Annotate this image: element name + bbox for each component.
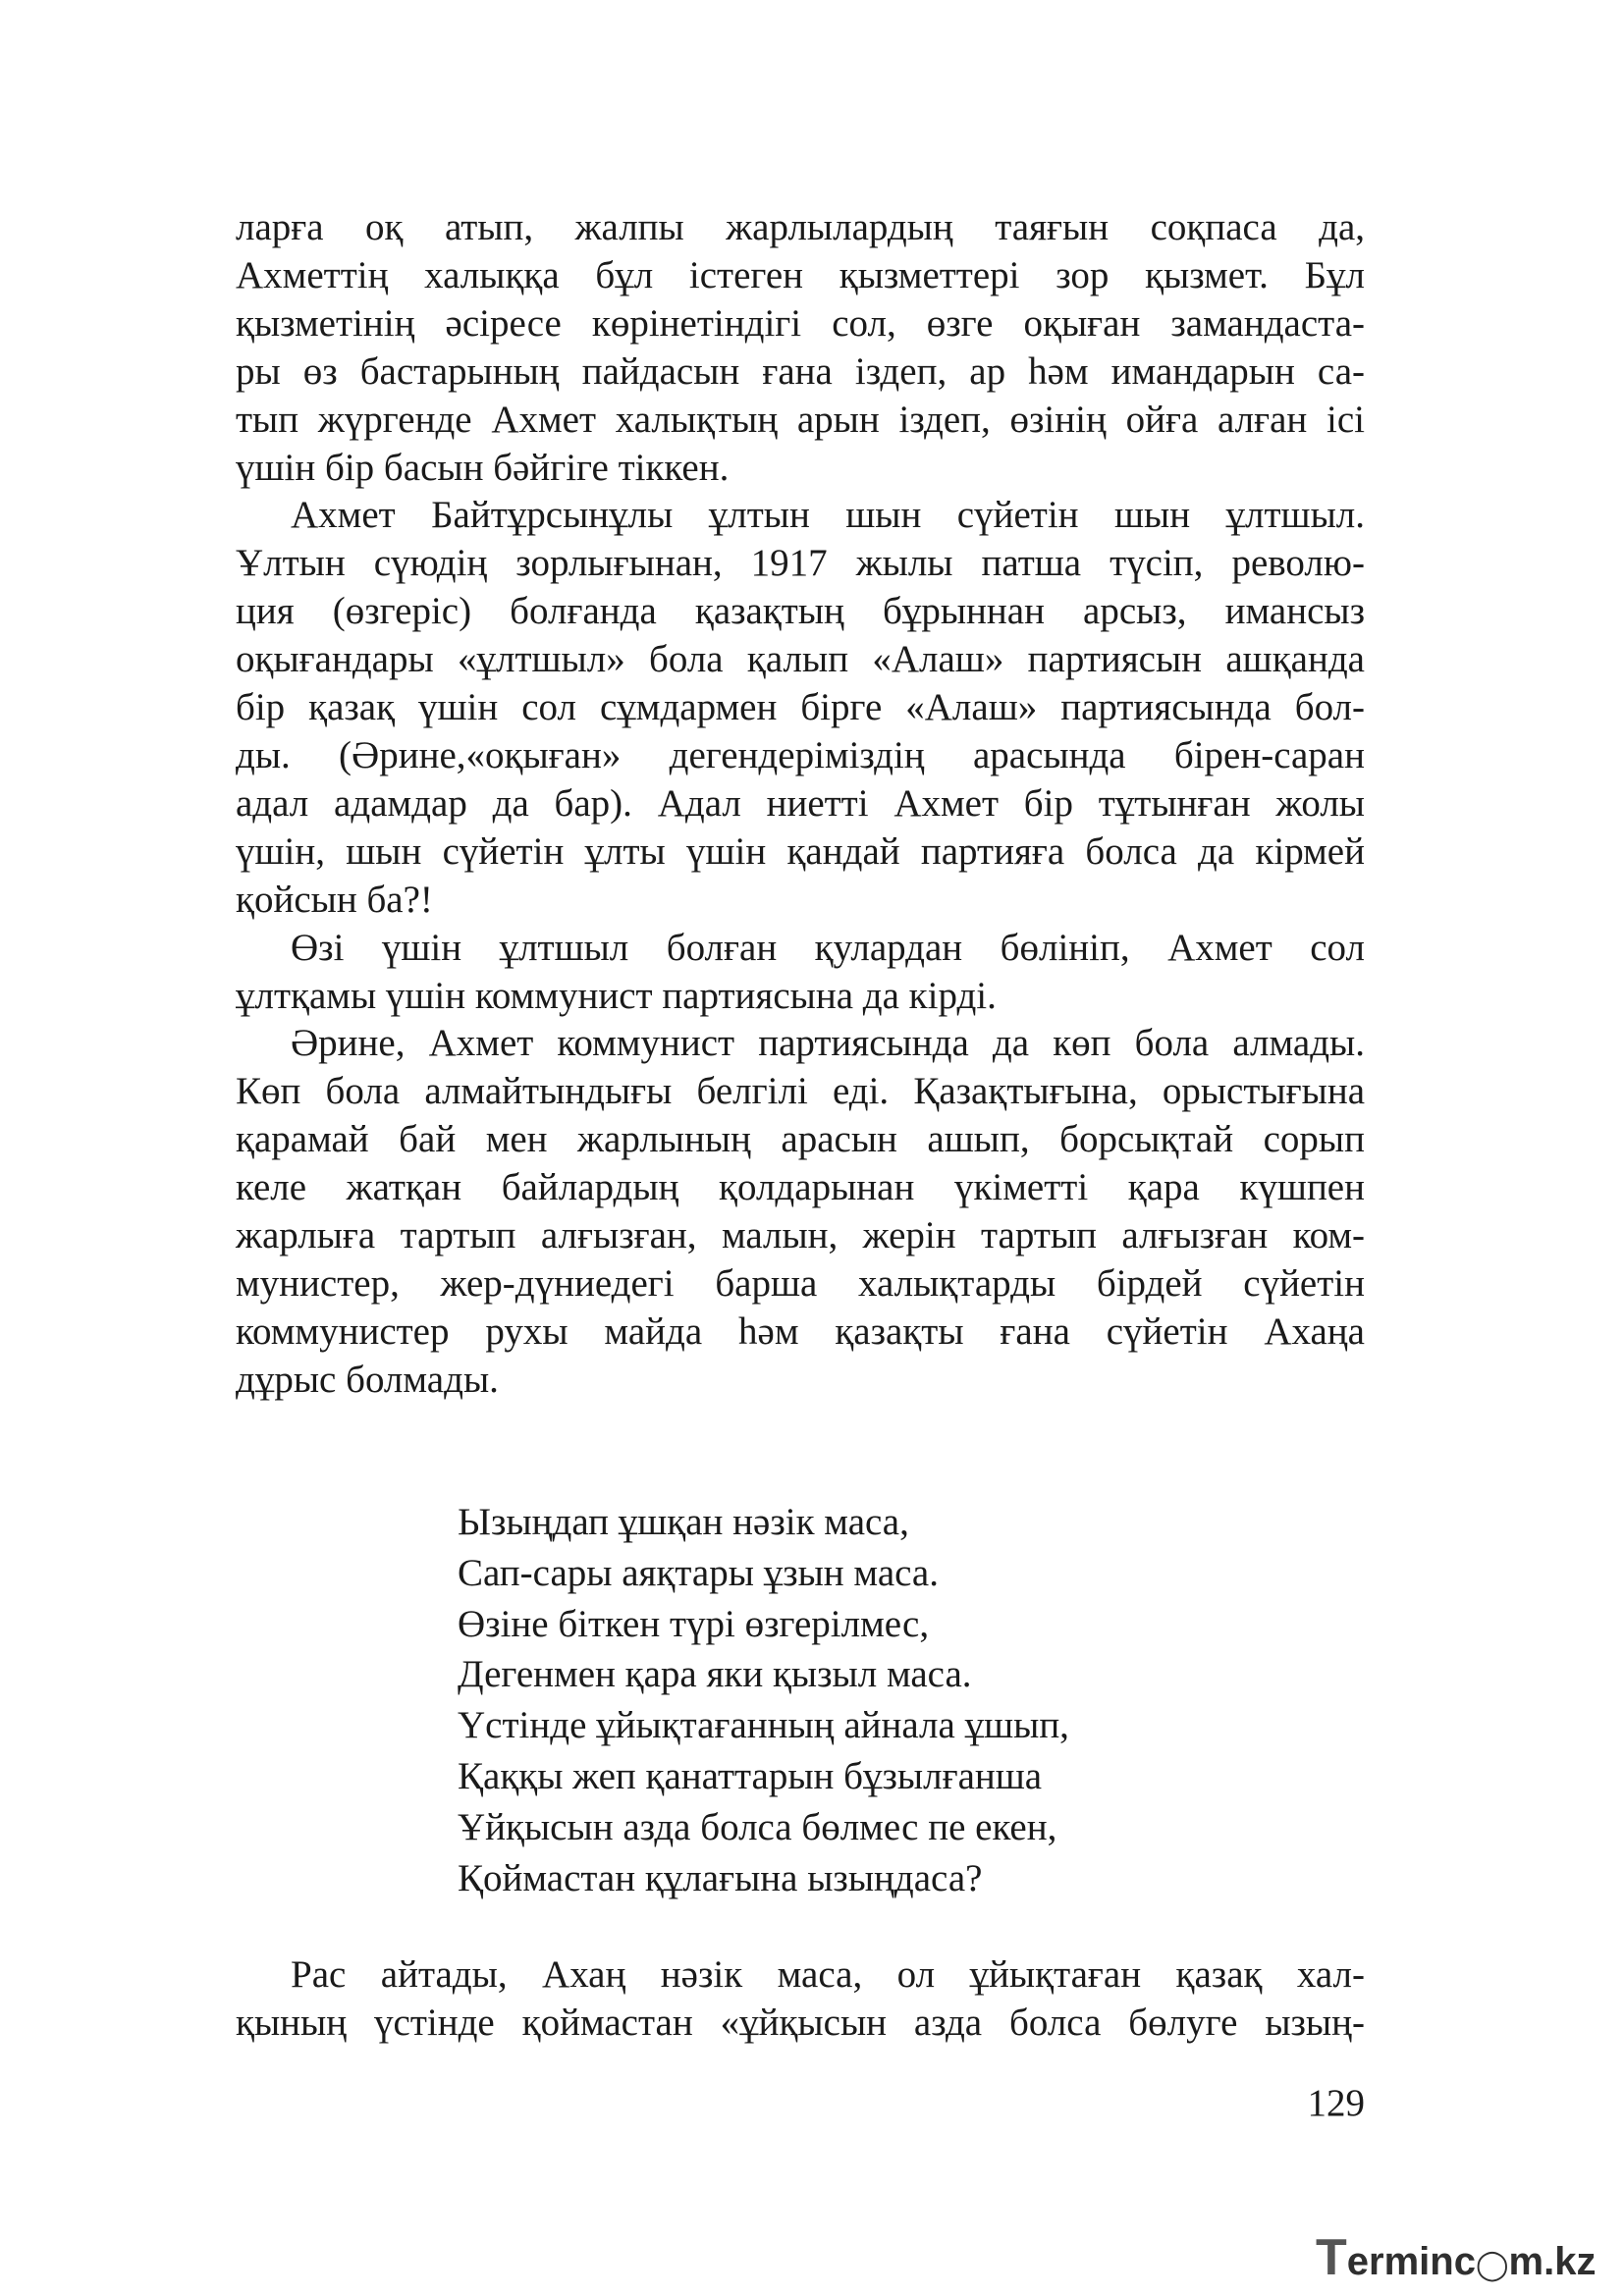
poem-stanza: [458, 1497, 1069, 1903]
text-line: ларға оқ атып, жалпы жарлылардың таяғын соқпаса да,: [236, 206, 1365, 248]
text-line: Өзі үшін ұлтшыл болған қулардан бөлініп, Ахмет сол: [291, 926, 1365, 969]
watermark-text: erminc: [1346, 2240, 1476, 2283]
paragraph-3: [236, 925, 1365, 1021]
watermark-o-icon: ◯: [1475, 2249, 1509, 2281]
text-line: Ахметтің халыққа бұл істеген қызметтері зор қызмет. Бұл: [236, 253, 1365, 296]
poem-line: Өзіне біткен түрі өзгерілмес,: [458, 1602, 930, 1645]
text-line: Ахмет Байтұрсынұлы ұлтын шын сүйетін шын ұлтшыл.: [291, 494, 1365, 537]
paragraph-2: [236, 492, 1365, 924]
text-line: Көп бола алмайтындығы белгілі еді. Қазақтығына, орыстығына: [236, 1070, 1365, 1113]
text-line: қарамай бай мен жарлының арасын ашып, борсықтай сорып: [236, 1118, 1365, 1161]
text-line: Ұлтын сүюдің зорлығынан, 1917 жылы патша түсіп, револю-: [236, 542, 1365, 585]
text-line: тып жүргенде Ахмет халықтың арын іздеп, өзінің ойға алған ісі: [236, 398, 1365, 441]
text-line: Рас айтады, Ахаң нәзік маса, ол ұйықтаған қазақ хал-: [291, 1953, 1365, 1996]
text-line: оқығандары «ұлтшыл» бола қалып «Алаш» партиясын ашқанда: [236, 638, 1365, 681]
poem-line: Дегенмен қара яки қызыл маса.: [458, 1653, 972, 1696]
text-line: Әрине, Ахмет коммунист партиясында да көп бола алмады.: [291, 1022, 1365, 1065]
text-line: ұлтқамы үшін коммунист партиясына да кірді.: [236, 974, 997, 1017]
text-line: мунистер, жер-дүниедегі барша халықтарды бірдей сүйетін: [236, 1261, 1365, 1305]
text-line: адал адамдар да бар). Адал ниетті Ахмет бір тұтынған жолы: [236, 781, 1365, 825]
text-line: қызметінің әсіресе көрінетіндігі сол, өзге оқыған замандаста-: [236, 301, 1365, 345]
paragraph-4: [236, 1020, 1365, 1404]
site-watermark-logo: [1316, 2228, 1596, 2287]
text-line: жарлыға тартып алғызған, малын, жерін тартып алғызған ком-: [236, 1214, 1365, 1257]
text-line: үшін, шын сүйетін ұлты үшін қандай партияға болса да кірмей: [236, 829, 1365, 873]
text-line: қойсын ба?!: [236, 878, 433, 921]
text-line: келе жатқан байлардың қолдарынан үкіметті қара күшпен: [236, 1166, 1365, 1209]
text-line: дұрыс болмады.: [236, 1358, 499, 1401]
poem-line: Қаққы жеп қанаттарын бұзылғанша: [458, 1754, 1043, 1797]
text-line: үшін бір басын бәйгіге тіккен.: [236, 446, 730, 489]
text-line: коммунистер рухы майда һәм қазақты ғана сүйетін Ахаңа: [236, 1309, 1365, 1353]
poem-line: Қоймастан құлағына ызыңдаса?: [458, 1856, 983, 1899]
poem-line: Үстінде ұйықтағанның айнала ұшып,: [458, 1704, 1069, 1747]
paragraph-1: [236, 204, 1365, 492]
watermark-letter: T: [1316, 2229, 1347, 2286]
poem-line: Ұйқысын азда болса бөлмес пе екен,: [458, 1805, 1057, 1848]
text-line: бір қазақ үшін сол сұмдармен бірге «Алаш» партиясында бол-: [236, 686, 1365, 729]
poem-line: Сап-сары аяқтары ұзын маса.: [458, 1551, 939, 1594]
body-text: [236, 204, 1365, 1405]
text-line: ры өз бастарының пайдасын ғана іздеп, ар һәм имандарын са-: [236, 349, 1365, 393]
closing-paragraph: [236, 1951, 1365, 2048]
text-line: ды. (Әрине,«оқыған» дегендеріміздің арасында бірен-саран: [236, 733, 1365, 776]
watermark-suffix: m.kz: [1508, 2240, 1597, 2283]
poem-line: Ызыңдап ұшқан нәзік маса,: [458, 1501, 909, 1543]
text-line: ция (өзгеріс) болғанда қазақтың бұрыннан арсыз, имансыз: [236, 590, 1365, 633]
page-number: 129: [1307, 2082, 1365, 2124]
text-line: қының үстінде қоймастан «ұйқысын азда болса бөлуге ызың-: [236, 2001, 1365, 2044]
